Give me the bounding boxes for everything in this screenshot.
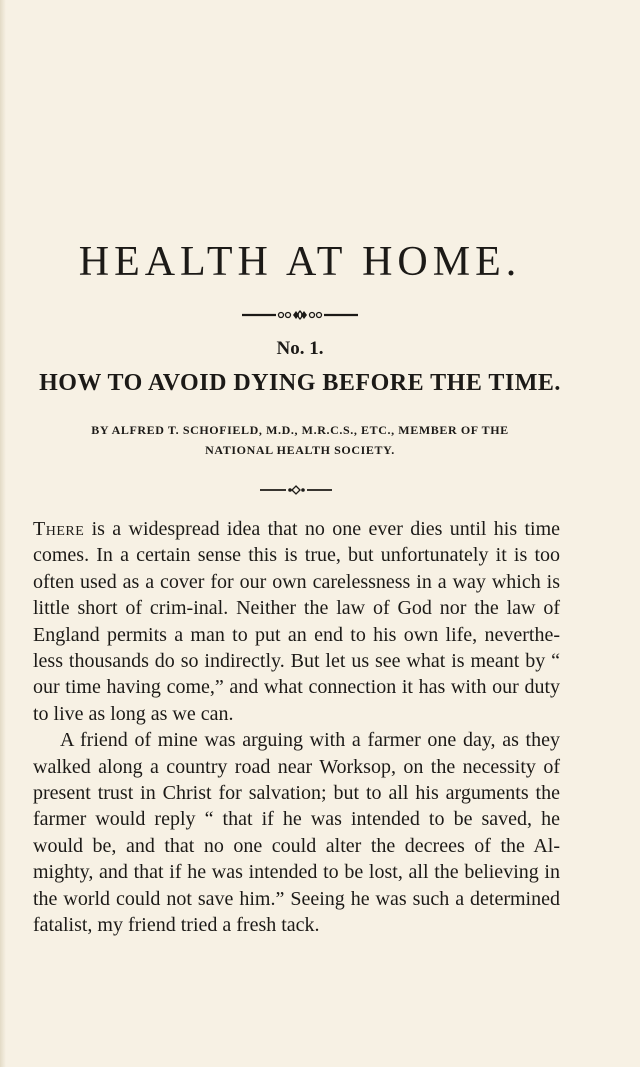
page-spine-shadow xyxy=(0,0,6,1067)
paragraph-lead-word: There xyxy=(33,518,85,540)
ornament-divider-icon xyxy=(240,309,360,321)
issue-number: No. 1. xyxy=(276,338,324,359)
article-title: HOW TO AVOID DYING BEFORE THE TIME. xyxy=(39,370,561,396)
section-divider-icon xyxy=(258,485,334,495)
paragraph-1 xyxy=(33,516,560,727)
byline-line-2: NATIONAL HEALTH SOCIETY. xyxy=(205,443,395,457)
paragraph-2: A friend of mine was arguing with a farmer one day, as they walked along a country road near Worksop, on the necessity of present trust in Christ for salvation; but to all his arguments the farmer would reply “ that if he was intended to be saved, he would be, and that no one could alter the decrees of the Al-mighty, and that if he was intended to be lost, all the believing in the world could not save him.” Seeing he was such a determined fatalist, my friend tried a fresh tack. xyxy=(33,729,560,937)
paragraph-text: is a widespread idea that no one ever dies until his time comes. In a certain sense this is true, but unfortunately it is too often used as a cover for our own carelessness in a way which is little short of crim-inal. Neither the law of God nor the law of England permits a man to put an end to his own life, neverthe-less thousands do so indirectly. But let us see what is meant by “ our time having come,” and what connection it has with our duty to live as long as we can. xyxy=(33,518,560,725)
series-title: HEALTH AT HOME. xyxy=(78,239,522,285)
byline xyxy=(60,420,540,460)
article-body xyxy=(33,516,560,939)
byline-line-1: BY ALFRED T. SCHOFIELD, M.D., M.R.C.S., ETC., MEMBER OF THE xyxy=(91,423,509,437)
